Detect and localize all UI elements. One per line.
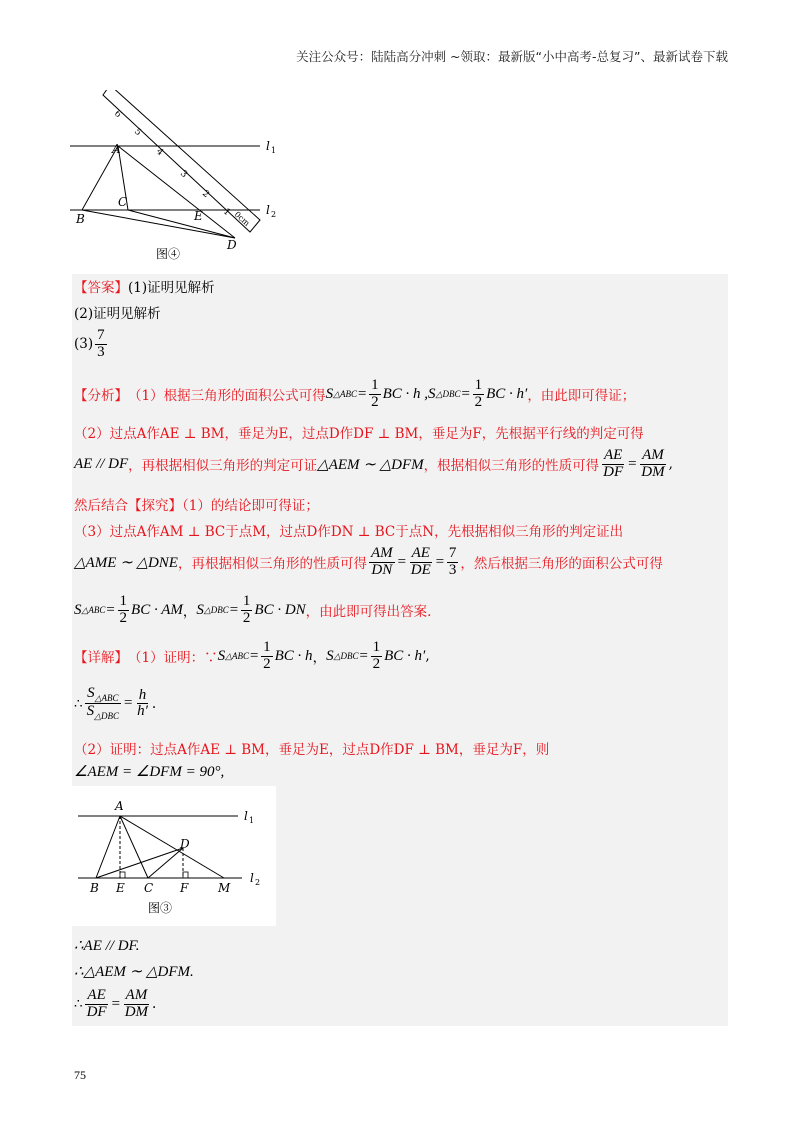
fig4-label-b: B bbox=[76, 212, 85, 226]
analysis-tag: 【分析】 bbox=[74, 388, 128, 405]
answer-part-1: (1)证明见解析 bbox=[128, 280, 215, 296]
answer-tag: 【答案】 bbox=[74, 280, 128, 296]
fig3-label-l2: l bbox=[250, 871, 254, 885]
fig4-label-a: A bbox=[112, 142, 121, 156]
ruler-tick: 0cm bbox=[232, 209, 252, 228]
answer-fraction: $\frac{7}{3}$ bbox=[97, 327, 105, 360]
fig3-label-a: A bbox=[115, 799, 124, 813]
answer-line-1 bbox=[74, 276, 215, 296]
ruler-tick: 3 bbox=[177, 168, 189, 181]
detail-line-3: （2）证明：过点A作AE ⊥ BM，垂足为E，过点D作DF ⊥ BM，垂足为F，则 bbox=[74, 742, 550, 758]
ruler-tick: 6 bbox=[111, 108, 123, 121]
detail-line-6: ∴△AEM ∼ △DFM. bbox=[74, 964, 194, 980]
fig3-label-l1-sub: 1 bbox=[249, 816, 255, 825]
fig4-caption: 图④ bbox=[156, 247, 181, 260]
ruler-tick: 1 bbox=[220, 206, 232, 219]
fig4-label-e: E bbox=[194, 209, 203, 223]
fig4-label-l2: l bbox=[266, 203, 270, 217]
detail-line-1: 【详解】 （1）证明：∵ S △ABC = $\frac{1}{2}$ BC · h ， S △DBC = $\frac{1}{2}$ BC · h′ , bbox=[74, 639, 430, 672]
detail-line-5: ∴AE // DF. bbox=[74, 938, 140, 954]
analysis-line-2: （2）过点A作AE ⊥ BM，垂足为E，过点D作DF ⊥ BM，垂足为F，先根据平行线的判定可得 bbox=[74, 426, 644, 442]
detail-line-7: ∴ $\frac{AE}{DF}$ = $\frac{AM}{DM}$ . bbox=[74, 987, 157, 1020]
analysis-line-1: 【分析】 （1）根据三角形的面积公式可得 S △ABC = $\frac{1}{2}$ BC · h ,S △DBC = $\frac{1}{2}$ BC · h′ ，由此即可得证； bbox=[74, 377, 636, 410]
ruler-tick: 4 bbox=[153, 146, 165, 159]
fig3-caption: 图③ bbox=[148, 901, 173, 915]
detail-line-2: ∴ $\frac{S_{\triangle ABC}}{S_{\triangle DBC}}$ = $\frac{h}{h'}$ . bbox=[74, 685, 157, 722]
fig4-label-d: D bbox=[227, 238, 237, 252]
fig3-label-l1: l bbox=[244, 809, 248, 823]
figure-3 bbox=[72, 786, 276, 926]
analysis-line-5: （3）过点A作AM ⊥ BC于点M，过点D作DN ⊥ BC于点N，先根据相似三角形的判定证出 bbox=[74, 524, 624, 540]
fig4-label-c: C bbox=[118, 195, 128, 209]
fig3-label-d: D bbox=[180, 837, 190, 851]
fig4-label-l2-sub: 2 bbox=[271, 210, 277, 219]
analysis-line-3: AE // DF ，再根据相似三角形的判定可证 △AEM ∼ △DFM ，根据相似三角形的性质可得 $\frac{AE}{DF}$ = $\frac{AM}{DM}$ , bbox=[74, 447, 673, 480]
page-number: 75 bbox=[74, 1068, 86, 1082]
answer-line-2 bbox=[74, 302, 161, 322]
fig4-label-l1: l bbox=[266, 139, 270, 153]
analysis-line-6: △AME ∼ △DNE ，再根据相似三角形的性质可得 $\frac{AM}{DN}$ = $\frac{AE}{DE}$ = $\frac{7}{3}$ ，然后根据三角形的面积公式可得 bbox=[74, 545, 663, 578]
detail-line-4: ∠AEM = ∠DFM = 90°, bbox=[74, 764, 225, 780]
page-header: 关注公众号：陆陆高分冲刺 ~领取：最新版“小中高考-总复习”、最新试卷下载 bbox=[296, 49, 728, 64]
figure-4 bbox=[70, 90, 290, 260]
detail-tag: 【详解】 bbox=[74, 650, 128, 667]
answer-part-2: (2)证明见解析 bbox=[74, 306, 161, 322]
fig3-label-l2-sub: 2 bbox=[255, 878, 261, 887]
fig4-label-l1-sub: 1 bbox=[271, 146, 277, 155]
answer-part-3: (3) bbox=[74, 336, 94, 353]
fig3-label-m: M bbox=[218, 881, 231, 895]
answer-line-3 bbox=[74, 328, 109, 361]
fig3-label-f: F bbox=[180, 881, 189, 895]
fig3-label-c: C bbox=[144, 881, 154, 895]
ruler-tick: 2 bbox=[199, 188, 211, 201]
ruler-tick: 5 bbox=[131, 126, 143, 139]
fig3-label-b: B bbox=[90, 881, 99, 895]
analysis-line-4: 然后结合【探究】（1）的结论即可得证； bbox=[74, 498, 319, 514]
fig3-label-e: E bbox=[116, 881, 125, 895]
analysis-line-7: S △ABC = $\frac{1}{2}$ BC · AM ， S △DBC = $\frac{1}{2}$ BC · DN ，由此即可得出答案. bbox=[74, 593, 432, 626]
